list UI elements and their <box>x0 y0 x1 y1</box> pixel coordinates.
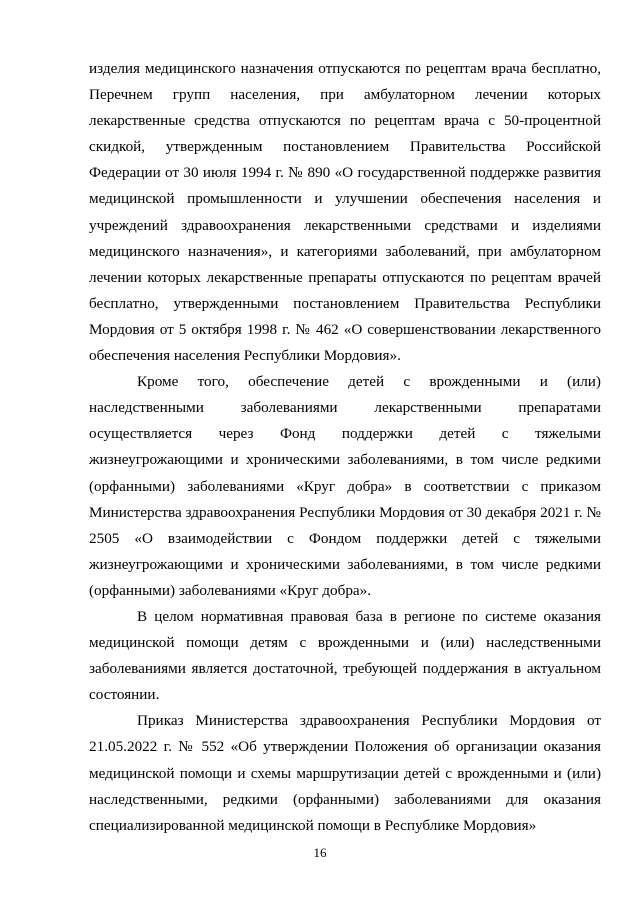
paragraph-ministry-order: Приказ Министерства здравоохранения Республики Мордовия от 21.05.2022 г. № 552 «Об утверждении Положения об организации оказания медицинской помощи и схемы маршрутизации детей с врожденными и (или) наследственными, редкими (орфанными) заболеваниями для оказания специализированной медицинской помощи в Республике Мордовия» <box>89 712 601 834</box>
paragraph-children-provision: Кроме того, обеспечение детей с врожденными и (или) наследственными заболеваниями лекарственными препаратами осуществляется через Фонд поддержки детей с тяжелыми жизнеугрожающими и хроническими заболеваниями, в том числе редкими (орфанными) заболеваниями «Круг добра» в соответствии с приказом Министерства здравоохранения Республики Мордовия от 30 декабря 2021 г. № 2505 «О взаимодействии с Фондом поддержки детей с тяжелыми жизнеугрожающими и хроническими заболеваниями, в том числе редкими (орфанными) заболеваниями «Круг добра». <box>89 373 601 599</box>
body-text <box>89 56 601 839</box>
paragraph-continuation: изделия медицинского назначения отпускаются по рецептам врача бесплатно, Перечнем групп населения, при амбулаторном лечении которых лекарственные средства отпускаются по рецептам врача с 50-процентной скидкой, утвержденным постановлением Правительства Российской Федерации от 30 июля 1994 г. № 890 «О государственной поддержке развития медицинской промышленности и улучшении обеспечения населения и учреждений здравоохранения лекарственными средствами и изделиями медицинского назначения», и категориями заболеваний, при амбулаторном лечении которых лекарственные препараты отпускаются по рецептам врачей бесплатно, утвержденными постановлением Правительства Республики Мордовия от 5 октября 1998 г. № 462 «О совершенствовании лекарственного обеспечения населения Республики Мордовия». <box>89 60 601 365</box>
page-number: 16 <box>313 845 327 860</box>
paragraph-regulatory-base: В целом нормативная правовая база в регионе по системе оказания медицинской помощи детям с врожденными и (или) наследственными заболеваниями является достаточной, требующей поддержания в актуальном состоянии. <box>89 607 601 704</box>
